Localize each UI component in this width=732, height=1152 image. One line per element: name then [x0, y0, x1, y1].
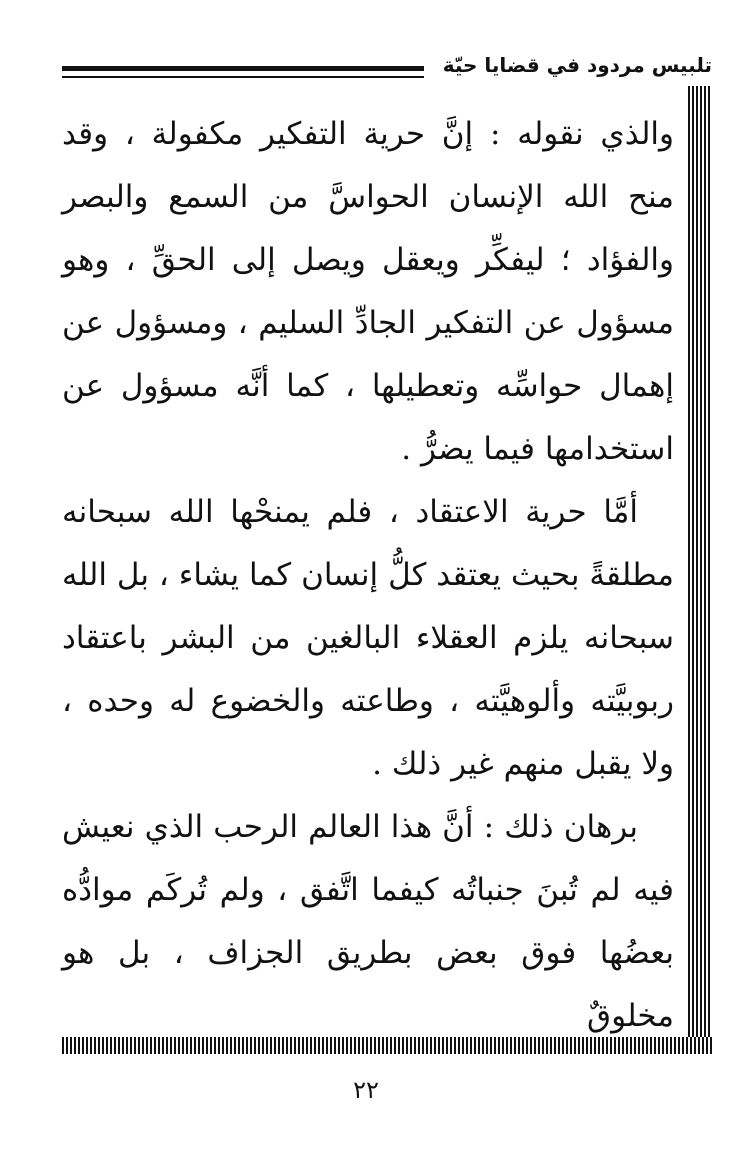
side-border-bars — [688, 86, 712, 1052]
paragraph-freedom-of-thought: والذي نقوله : إنَّ حرية التفكير مكفولة ، وقد منح الله الإنسان الحواسَّ من السمع والبصر والفؤاد ؛ ليفكِّر ويعقل ويصل إلى الحقِّ ، وهو مسؤول عن التفكير الجادِّ السليم ، ومسؤول عن إهمال حواسِّه وتعطيلها ، كما أنَّه مسؤول عن استخدامها فيما يضرُّ . — [62, 116, 674, 467]
bottom-border-bars — [62, 1037, 712, 1054]
header-rule — [62, 66, 424, 78]
page-number: ٢٢ — [353, 1076, 379, 1104]
page-body-text — [62, 103, 674, 1048]
paragraph-proof: برهان ذلك : أنَّ هذا العالم الرحب الذي نعيش فيه لم تُبنَ جنباتُه كيفما اتَّفق ، ولم تُركَم موادُّه بعضُها فوق بعض بطريق الجزاف ، بل هو مخلوقٌ — [62, 809, 674, 1034]
paragraph-freedom-of-belief: أمَّا حرية الاعتقاد ، فلم يمنحْها الله سبحانه مطلقةً بحيث يعتقد كلُّ إنسان كما يشاء ، بل الله سبحانه يلزم العقلاء البالغين من البشر باعتقاد ربوبيَّته وألوهيَّته ، وطاعته والخضوع له وحده ، ولا يقبل منهم غير ذلك . — [62, 494, 674, 782]
running-header-title: تلبيس مردود في قضايا حيّة — [442, 53, 712, 77]
